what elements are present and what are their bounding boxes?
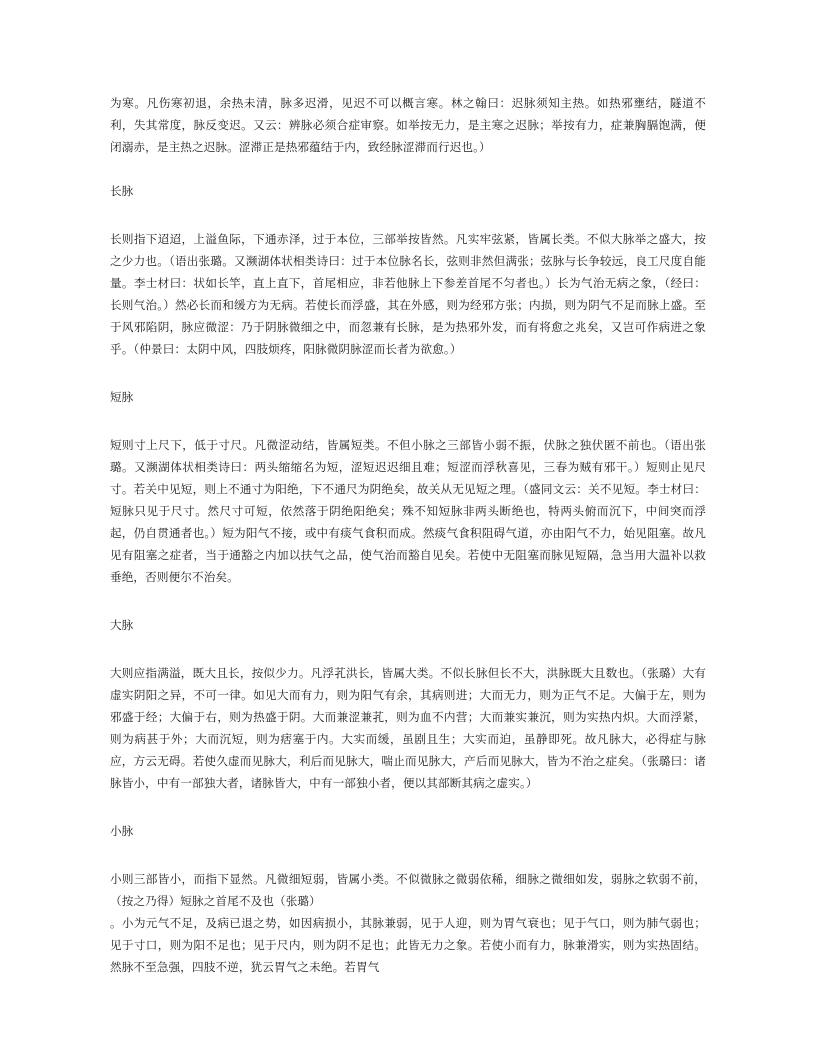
section-body-da-mai: 大则应指满溢，既大且长，按似少力。凡浮芤洪长，皆属大类。不似长脉但长不大，洪脉既大且数也。（张璐）大有虚实阴阳之异，不可一律。如见大而有力，则为阳气有余，其病则进；大而无力，则为正气不足。大偏于左，则为邪盛于经；大偏于右，则为热盛于阴。大而兼涩兼芤，则为血不内营；大而兼实兼沉，则为实热内炽。大而浮紧，则为病甚于外；大而沉短，则为痞塞于内。大实而缓，虽剧且生；大实而迫，虽静即死。故凡脉大，必得症与脉应，方云无碍。若使久虚而见脉大，利后而见脉大，喘止而见脉大，产后而见脉大，皆为不治之症矣。（张璐曰：诸脉皆小，中有一部独大者，诸脉皆大，中有一部独小者，便以其部断其病之虚实。） [110, 666, 706, 790]
spacer [110, 794, 706, 820]
spacer [110, 588, 706, 614]
section-body-xiao-mai-line2: 。小为元气不足，及病已退之势，如因病损小，其脉兼弱，见于人迎，则为胃气衰也；见于气口，则为肺气弱也；见于寸口，则为阳不足也；见于尺内，则为阴不足也；此皆无力之象。若使小而有力，脉兼滑实，则为实热固结。然脉不至急强，四肢不逆，犹云胃气之未绝。若胃气 [110, 916, 706, 974]
section-heading-da-mai: 大脉 [110, 618, 134, 632]
spacer [110, 636, 706, 662]
section-heading-chang-mai: 长脉 [110, 184, 134, 198]
spacer [110, 360, 706, 386]
document-content [110, 92, 706, 978]
spacer [110, 842, 706, 868]
spacer [110, 158, 706, 180]
section-body-xiao-mai-line1: 小则三部皆小，而指下显然。凡微细短弱，皆属小类。不似微脉之微弱依稀，细脉之微细如发，弱脉之软弱不前，（按之乃得）短脉之首尾不及也（张璐） [110, 872, 706, 908]
section-body-chang-mai: 长则指下迢迢，上溢鱼际，下通赤泽，过于本位，三部举按皆然。凡实牢弦紧，皆属长类。不似大脉举之盛大，按之少力也。（语出张璐。又濒湖体状相类诗曰：过于本位脉名长，弦则非然但满张；弦脉与长争较远，良工尺度自能量。李士材曰：状如长竿，直上直下，首尾相应，非若他脉上下参差首尾不匀者也。）长为气治无病之象，（经曰：长则气治。）然必长而和缓方为无病。若使长而浮盛，其在外感，则为经邪方张；内损，则为阴气不足而脉上盛。至于风邪陷阴，脉应微涩：乃于阴脉微细之中，而忽兼有长脉，是为热邪外发，而有将愈之兆矣，又岂可作病进之象乎。（仲景曰：太阴中风，四肢烦疼，阳脉微阴脉涩而长者为欲愈。） [110, 232, 706, 356]
spacer [110, 408, 706, 434]
section-heading-duan-mai: 短脉 [110, 390, 134, 404]
section-heading-xiao-mai: 小脉 [110, 824, 134, 838]
spacer [110, 202, 706, 228]
intro-paragraph: 为寒。凡伤寒初退，余热未清，脉多迟滑，见迟不可以概言寒。林之翰曰：迟脉须知主热。如热邪壅结，隧道不利，失其常度，脉反变迟。又云：辨脉必须合症审察。如举按无力，是主寒之迟脉；举按有力，症兼胸膈饱满，便闭溺赤，是主热之迟脉。涩滞正是热邪蕴结于内，致经脉涩滞而行迟也。） [110, 96, 706, 154]
section-body-duan-mai: 短则寸上尺下，低于寸尺。凡微涩动结，皆属短类。不但小脉之三部皆小弱不振，伏脉之独伏匿不前也。（语出张璐。又濒湖体状相类诗曰：两头缩缩名为短，涩短迟迟细且难；短涩而浮秋喜见，三春为贼有邪干。）短则止见尺寸。若关中见短，则上不通寸为阳绝，下不通尺为阴绝矣，故关从无见短之理。（盛同文云：关不见短。李士材曰：短脉只见于尺寸。然尺寸可短，依然落于阴绝阳绝矣；殊不知短脉非两头断绝也，特两头俯而沉下，中间突而浮起，仍自贯通者也。）短为阳气不接，或中有痰气食积而成。然痰气食积阻碍气道，亦由阳气不力，始见阻塞。故凡见有阻塞之症者，当于通豁之内加以扶气之品，使气治而豁自见矣。若使中无阻塞而脉见短隔，急当用大温补以救垂绝，否则便尔不治矣。 [110, 438, 706, 584]
